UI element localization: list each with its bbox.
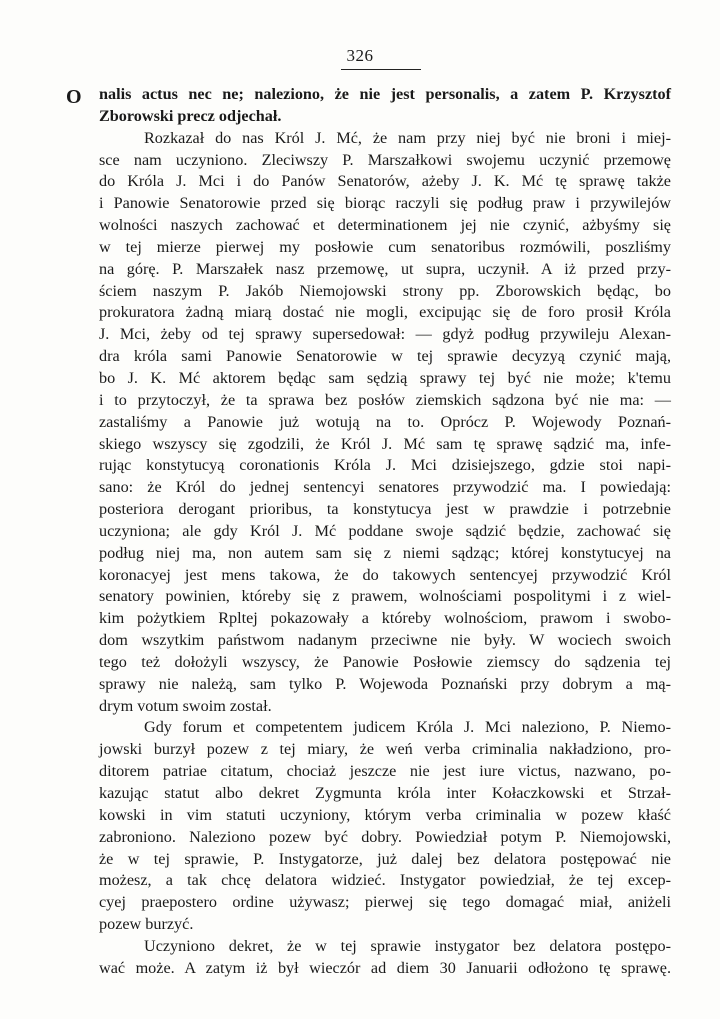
text-line: kowski in vim statuti uczyniony, którym verba criminalia w pozew kłaść [99, 805, 671, 824]
text-line: prokuratora żadną miarą dostać nie mogli, excipując się de foro prosił Króla [99, 303, 671, 322]
page-number-rule [341, 69, 421, 70]
text-line: Rozkazał do nas Król J. Mć, że nam przy niej być nie broni i miej- [144, 128, 671, 147]
text-line: sce nam uczyniono. Zleciwszy P. Marszałkowi swojemu uczynić przemowę [99, 150, 671, 169]
text-line: kazując statut albo dekret Zygmunta króla inter Kołaczkowski et Strzał- [99, 784, 671, 802]
text-line: i Panowie Senatorowie przed się biorąc raczyli się podług praw i przywilejów [99, 194, 671, 213]
text-line: posteriora derogant prioribus, ta konstytucya jest w prawdzie i potrzebnie [99, 500, 671, 519]
text-line: skiego wszyscy się zgodzili, że Król J. Mć sam tę sprawę sądzić ma, infe- [99, 434, 671, 453]
text-line: J. Mci, żeby od tej sprawy supersedował: — gdyż podług przywileju Alexan- [99, 325, 671, 344]
text-line: pozew burzyć. [99, 915, 194, 934]
text-line: drym votum swoim został. [99, 696, 272, 715]
text-line: Zborowski precz odjechał. [99, 106, 282, 125]
text-line: uczyniona; ale gdy Król J. Mć poddane swoje sądzić będzie, zachować się [99, 521, 671, 540]
text-line: sano: że Król do jednej sentencyi senatores przywodzić ma. I powiedają: [99, 478, 671, 497]
text-line: do Króla J. Mci i do Panów Senatorów, ażeby J. K. Mć tę sprawę także [99, 172, 671, 191]
text-line: Gdy forum et competentem judicem Króla J. Mci naleziono, P. Niemo- [144, 718, 671, 737]
text-line: dom wszytkim państwom nadanym przeciwne nie były. W wociech swoich [99, 631, 671, 650]
margin-letter: O [66, 86, 82, 108]
text-line: Uczyniono dekret, że w tej sprawie instygator bez delatora postępo- [144, 936, 671, 955]
text-line: jowski burzył pozew z tej miary, że weń verba criminalia nakładziono, pro- [99, 740, 671, 759]
text-line: nalis actus nec ne; naleziono, że nie jest personalis, a zatem P. Krzysztof [99, 85, 671, 103]
text-line: ściem naszym P. Jakób Niemojowski strony pp. Zborowskich będąc, bo [99, 281, 671, 300]
text-line: kim pożytkiem Rpltej pokazowały a któreby wolnościom, prawom i swobo- [99, 609, 671, 628]
text-line: że w tej sprawie, P. Instygatorze, już dalej bez delatora postępować nie [99, 849, 671, 868]
text-line: tego też dołożyli wszyscy, że Panowie Posłowie ziemscy do sądzenia tej [99, 652, 671, 671]
body-text [99, 84, 671, 980]
text-line: podług niej ma, non autem sam się z niemi sądząc; której konstytucyej na [99, 543, 671, 562]
page-number: 326 [346, 46, 374, 65]
text-line: cyej praepostero ordine używasz; pierwej się tego domagać miał, aniżeli [99, 893, 671, 912]
text-line: ditorem patriae citatum, chociaż jeszcze nie jest iure victus, nazwano, po- [99, 762, 671, 781]
text-line: wać może. A zatym iż był wieczór ad diem 30 Januarii odłożono tę sprawę. [99, 958, 671, 977]
text-line: rując konstytucyą coronationis Króla J. Mci dzisiejszego, gdzie stoi napi- [99, 456, 671, 475]
text-line: możesz, a tak chcę delatora widzieć. Instygator powiedział, że tej excep- [99, 871, 671, 890]
text-line: w tej mierze pierwej my posłowie cum senatoribus rozmówili, poszliśmy [99, 237, 671, 256]
text-line: wolności naszych zachować et determinationem jej nie czynić, ażbyśmy się [99, 216, 671, 235]
text-line: zastaliśmy a Panowie już wotują na to. Oprócz P. Wojewody Poznań- [99, 412, 671, 431]
text-line: na górę. P. Marszałek nasz przemowę, ut supra, uczynił. A iż przed przy- [99, 259, 671, 278]
text-line: bo J. K. Mć aktorem będąc sam sędzią sprawy tej być nie może; k'temu [99, 368, 671, 387]
text-line: koronacyej jest mens takowa, że do takowych sentencyej przywodzić Król [99, 565, 671, 584]
text-line: senatory powinien, któreby się z prawem, wolnościami pospolitymi i z wiel- [99, 587, 671, 606]
text-line: i to przytoczył, że ta sprawa bez posłów ziemskich sądzona być nie ma: — [99, 390, 671, 409]
text-line: sprawy nie należą, sam tylko P. Wojewoda Poznański przy dobrym a mą- [99, 674, 671, 693]
text-line: dra króla sami Panowie Senatorowie w tej sprawie decyzyą czynić mają, [99, 347, 671, 366]
text-line: zabroniono. Naleziono pozew być dobry. Powiedział potym P. Niemojowski, [99, 827, 671, 846]
